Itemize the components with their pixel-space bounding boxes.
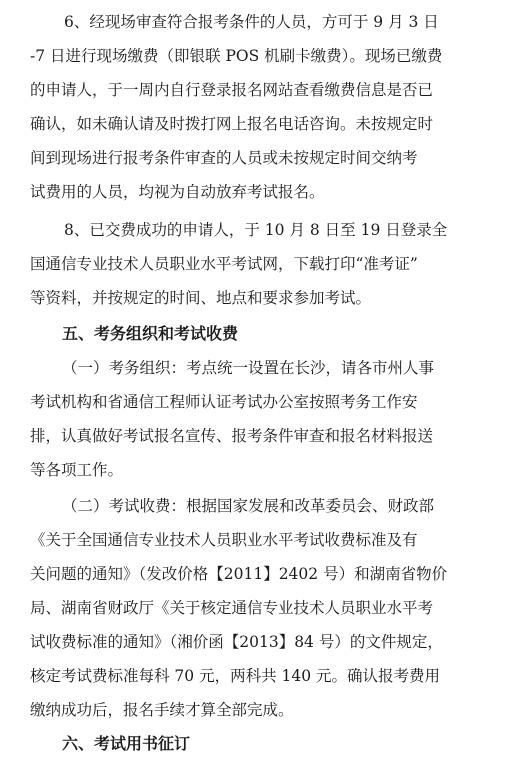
paragraph-exam-fees-line-6: 核定考试费标准每科 70 元，两科共 140 元。确认报考费用 <box>30 667 441 685</box>
paragraph-exam-fees-line-4: 局、湖南省财政厅《关于核定通信专业技术人员职业水平考 <box>30 599 434 617</box>
paragraph-exam-organization-line-3: 排，认真做好考试报名宣传、报考条件审查和报名材料报送 <box>30 427 434 445</box>
section-heading-six: 六、考试用书征订 <box>62 734 191 753</box>
paragraph-exam-organization-line-2: 考试机构和省通信工程师认证考试办公室按照考务工作安 <box>30 393 418 411</box>
paragraph-8-line-3: 等资料，并按规定的时间、地点和要求参加考试。 <box>30 289 372 307</box>
paragraph-exam-organization-line-4: 等各项工作。 <box>30 461 124 479</box>
paragraph-6-line-6: 试费用的人员，均视为自动放弃考试报名。 <box>30 183 325 201</box>
paragraph-exam-fees-line-3: 关问题的通知》（发改价格【2011】2402 号）和湖南省物价 <box>30 565 448 583</box>
paragraph-6-line-5: 间到现场进行报考条件审查的人员或未按规定时间交纳考 <box>30 149 418 167</box>
paragraph-exam-organization-line-1: （一）考务组织：考点统一设置在长沙，请各市州人事 <box>62 359 435 377</box>
paragraph-exam-fees-line-2: 《关于全国通信专业技术人员职业水平考试收费标准及有 <box>30 531 418 549</box>
section-heading-five: 五、考务组织和考试收费 <box>62 324 239 343</box>
paragraph-exam-fees-line-7: 缴纳成功后，报名手续才算全部完成。 <box>30 701 294 719</box>
paragraph-6-line-1: 6、经现场审查符合报考条件的人员，方可于 9 月 3 日 <box>64 13 439 31</box>
paragraph-8-line-2: 国通信专业技术人员职业水平考试网，下载打印“准考证” <box>30 255 418 273</box>
paragraph-6-line-2: -7 日进行现场缴费（即银联 POS 机刷卡缴费）。现场已缴费 <box>30 47 443 65</box>
paragraph-8-line-1: 8、已交费成功的申请人，于 10 月 8 日至 19 日登录全 <box>64 221 448 239</box>
paragraph-6-line-3: 的申请人，于一周内自行登录报名网站查看缴费信息是否已 <box>30 81 434 99</box>
paragraph-exam-fees-line-5: 试收费标准的通知》（湘价函【2013】84 号）的文件规定， <box>30 633 443 651</box>
paragraph-6-line-4: 确认，如未确认请及时拨打网上报名电话咨询。未按规定时 <box>30 115 434 133</box>
paragraph-exam-fees-line-1: （二）考试收费：根据国家发展和改革委员会、财政部 <box>62 497 435 515</box>
